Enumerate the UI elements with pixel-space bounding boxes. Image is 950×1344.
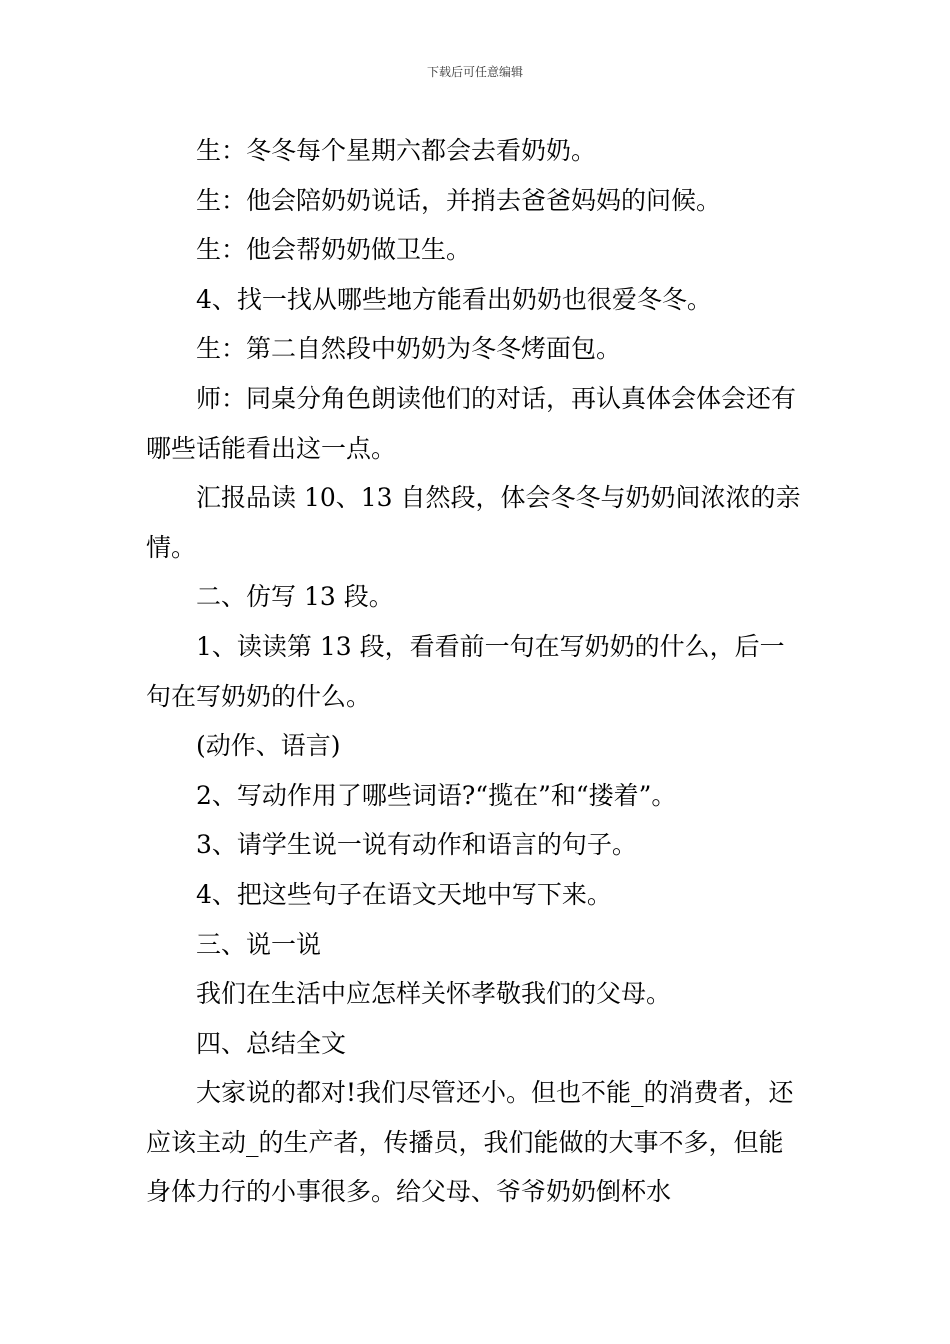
paragraph-6: 师：同桌分角色朗读他们的对话，再认真体会体会还有哪些话能看出这一点。 — [146, 383, 797, 463]
page-header: 下载后可任意编辑 — [426, 65, 523, 79]
paragraph-17: 大家说的都对!我们尽管还小。但也不能_的消费者，还应该主动_的生产者，传播员，我们能做的大事不多，但能身体力行的小事很多。给父母、爷爷奶奶倒杯水 — [146, 1078, 794, 1207]
paragraph-7: 汇报品读 10、13 自然段，体会冬冬与奶奶间浓浓的亲情。 — [146, 483, 801, 562]
paragraph-1: 生：冬冬每个星期六都会去看奶奶。 — [196, 136, 597, 165]
paragraph-12: 3、请学生说一说有动作和语言的句子。 — [196, 830, 637, 860]
paragraph-11: 2、写动作用了哪些词语?“揽在”和“搂着”。 — [196, 780, 677, 810]
document-body — [146, 126, 808, 1217]
paragraph-16: 四、总结全文 — [196, 1028, 347, 1058]
paragraph-8: 二、仿写 13 段。 — [196, 582, 394, 612]
paragraph-10: (动作、语言) — [196, 731, 341, 761]
paragraph-5: 生：第二自然段中奶奶为冬冬烤面包。 — [196, 334, 622, 364]
paragraph-13: 4、把这些句子在语文天地中写下来。 — [196, 879, 612, 909]
paragraph-14: 三、说一说 — [196, 929, 322, 959]
paragraph-3: 生：他会帮奶奶做卫生。 — [196, 235, 472, 265]
paragraph-2: 生：他会陪奶奶说话，并捎去爸爸妈妈的问候。 — [196, 185, 722, 215]
paragraph-4: 4、找一找从哪些地方能看出奶奶也很爱冬冬。 — [196, 284, 712, 314]
paragraph-15: 我们在生活中应怎样关怀孝敬我们的父母。 — [196, 979, 672, 1009]
paragraph-9: 1、读读第 13 段，看看前一句在写奶奶的什么，后一句在写奶奶的什么。 — [146, 631, 785, 711]
